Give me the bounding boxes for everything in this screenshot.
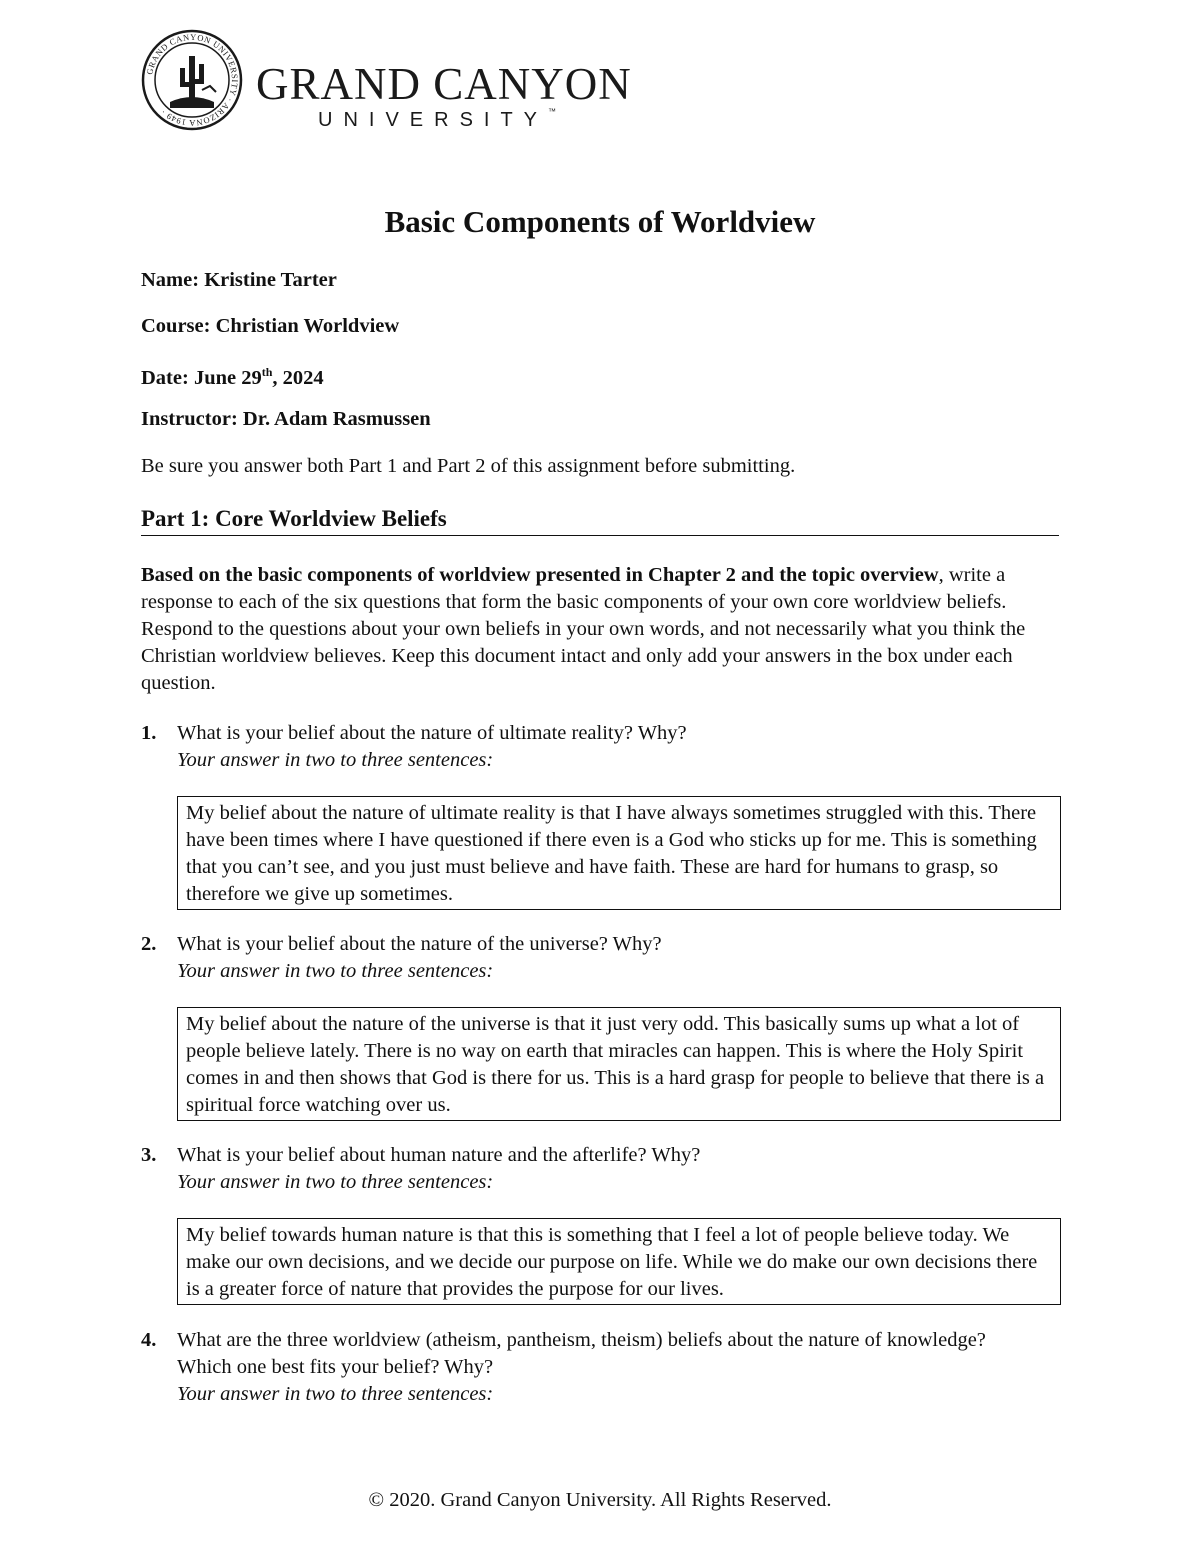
- date-year: , 2024: [272, 366, 324, 389]
- instructor-value: Dr. Adam Rasmussen: [242, 408, 431, 430]
- logo-wordmark: GRAND CANYON: [256, 59, 632, 109]
- date-line: [141, 359, 324, 391]
- answer-box-2[interactable]: My belief about the nature of the universe is that it just very odd. This basically sums up what a lot of people believe lately. There is no way on earth that miracles can happen. This is where the Holy Spirit comes in and then shows that God is there for us. This is a hard grasp for people to believe that there is a spiritual force watching over us.: [177, 1007, 1061, 1121]
- answer-prompt: Your answer in two to three sentences:: [177, 749, 494, 771]
- date-month-day: June 29: [193, 366, 262, 389]
- instruction-text: Be sure you answer both Part 1 and Part 2 of this assignment before submitting.: [141, 455, 796, 477]
- question-text: What are the three worldview (atheism, pantheism, theism) beliefs about the nature of knowledge? Which one best fits your belief? Why?: [177, 1329, 986, 1378]
- university-seal-icon: [140, 28, 244, 132]
- course-line: [141, 313, 399, 339]
- date-label: Date:: [141, 366, 189, 389]
- instructor-label: Instructor:: [141, 408, 238, 430]
- instructor-line: [141, 406, 431, 432]
- date-suffix: th: [261, 365, 273, 379]
- question-number: 3.: [141, 1144, 157, 1166]
- name-label: Name:: [141, 269, 200, 291]
- copyright-footer: © 2020. Grand Canyon University. All Rights Reserved.: [368, 1489, 832, 1511]
- question-4: [141, 1327, 1041, 1408]
- part1-intro: [141, 562, 1061, 697]
- question-text: What is your belief about the nature of ultimate reality? Why?: [177, 722, 687, 744]
- answer-box-3[interactable]: My belief towards human nature is that this is something that I feel a lot of people believe today. We make our own decisions, and we decide our purpose on life. While we do make our own decisions there is a greater force of nature that provides the purpose for our lives.: [177, 1218, 1061, 1305]
- svg-text:GRAND CANYON UNIVERSITY · ARIZ: GRAND CANYON UNIVERSITY · ARIZONA 1949 ·: [144, 31, 241, 129]
- question-number: 1.: [141, 722, 157, 744]
- question-2: [141, 931, 1041, 985]
- name-line: [141, 267, 337, 293]
- question-1: [141, 720, 1041, 774]
- question-3: [141, 1142, 1041, 1196]
- document-title: Basic Components of Worldview: [384, 204, 816, 239]
- course-label: Course:: [141, 315, 211, 337]
- question-text: What is your belief about human nature and the afterlife? Why?: [177, 1144, 701, 1166]
- question-number: 4.: [141, 1329, 157, 1351]
- part1-heading: Part 1: Core Worldview Beliefs: [141, 506, 447, 531]
- heading-rule: [141, 535, 1059, 536]
- answer-prompt: Your answer in two to three sentences:: [177, 1171, 494, 1193]
- answer-box-1[interactable]: My belief about the nature of ultimate reality is that I have always sometimes struggled with this. There have been times where I have questioned if there even is a God who sticks up for me. This is something that you can’t see, and you just must believe and have faith. These are hard for humans to grasp, so therefore we give up sometimes.: [177, 796, 1061, 910]
- intro-bold: Based on the basic components of worldview presented in Chapter 2 and the topic overview: [141, 564, 939, 586]
- course-value: Christian Worldview: [215, 315, 400, 337]
- answer-prompt: Your answer in two to three sentences:: [177, 1383, 494, 1405]
- logo-subtitle: UNIVERSITY™: [318, 107, 557, 131]
- question-number: 2.: [141, 933, 157, 955]
- name-value: Kristine Tarter: [204, 269, 337, 291]
- gcu-logo: [140, 28, 632, 132]
- intro-rest: , write a response to each of the six questions that form the basic components of your own core worldview beliefs. Respond to the questions about your own beliefs in your own words, and not necessarily what you think the Christian worldview believes. Keep this document intact and only add your answers in the box under each question.: [141, 564, 1026, 694]
- answer-prompt: Your answer in two to three sentences:: [177, 960, 494, 982]
- question-text: What is your belief about the nature of the universe? Why?: [177, 933, 662, 955]
